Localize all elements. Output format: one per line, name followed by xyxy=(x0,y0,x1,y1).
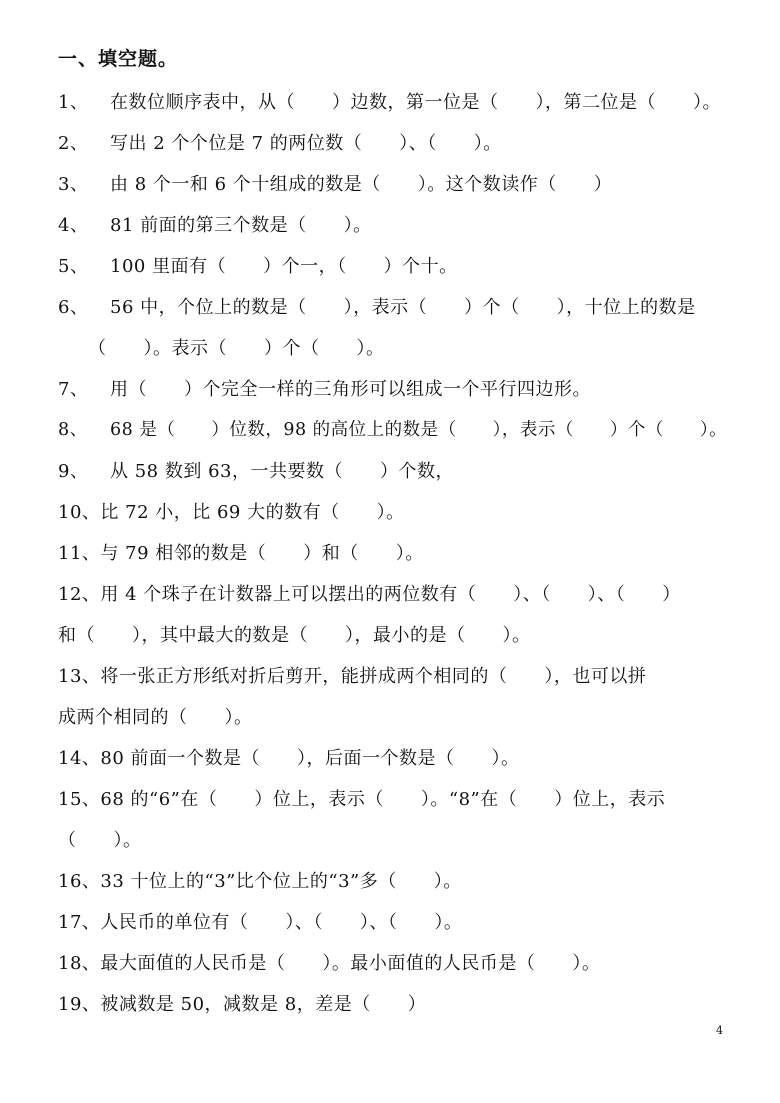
question-text: 用 4 个珠子在计数器上可以摆出的两位数有（ ）、（ ）、（ ） xyxy=(100,584,681,605)
question-number: 6、 xyxy=(58,297,89,318)
question-2 xyxy=(58,129,502,155)
question-8 xyxy=(58,416,727,441)
question-text: 最大面值的人民币是（ ）。最小面值的人民币是（ ）。 xyxy=(100,953,601,974)
question-number: 7、 xyxy=(58,379,89,400)
question-16 xyxy=(58,867,462,893)
question-19 xyxy=(58,990,426,1016)
question-text: 68 是（ ）位数，98 的高位上的数是（ ），表示（ ）个（ ）。 xyxy=(110,420,728,440)
question-text: 100 里面有（ ）个一，（ ）个十。 xyxy=(110,256,458,277)
question-number: 4、 xyxy=(58,215,89,236)
question-number: 8、 xyxy=(58,420,88,440)
question-text: 33 十位上的“3”比个位上的“3”多（ ）。 xyxy=(100,871,462,892)
question-number: 12、 xyxy=(58,584,101,605)
question-number: 2、 xyxy=(58,133,89,154)
question-12 xyxy=(58,580,681,606)
question-9 xyxy=(58,457,454,483)
question-13 xyxy=(58,662,646,688)
question-number: 16、 xyxy=(58,871,101,892)
question-number: 5、 xyxy=(58,256,89,277)
question-number: 18、 xyxy=(58,953,101,974)
question-text: 与 79 相邻的数是（ ）和（ ）。 xyxy=(100,543,424,564)
question-6 xyxy=(58,293,696,319)
question-17 xyxy=(58,908,462,934)
question-10 xyxy=(58,498,405,524)
question-1 xyxy=(58,88,721,114)
question-number: 9、 xyxy=(58,461,89,482)
question-number: 17、 xyxy=(58,912,101,933)
question-number: 10、 xyxy=(58,502,101,523)
question-number: 13、 xyxy=(58,666,101,687)
question-text: 由 8 个一和 6 个十组成的数是（ ）。这个数读作（ ） xyxy=(110,174,613,195)
question-text: 56 中，个位上的数是（ ），表示（ ）个（ ），十位上的数是 xyxy=(110,297,696,318)
question-number: 3、 xyxy=(58,174,89,195)
question-number: 19、 xyxy=(58,994,101,1015)
question-text: 将一张正方形纸对折后剪开，能拼成两个相同的（ ），也可以拼 xyxy=(100,666,647,687)
question-text: 在数位顺序表中，从（ ）边数，第一位是（ ），第二位是（ ）。 xyxy=(110,92,721,113)
question-15-continued: （ ）。 xyxy=(58,830,142,851)
question-15 xyxy=(58,785,665,811)
question-text: 81 前面的第三个数是（ ）。 xyxy=(110,215,372,236)
question-11 xyxy=(58,539,424,565)
question-text: 人民币的单位有（ ）、（ ）、（ ）。 xyxy=(100,912,463,933)
question-6-continued: （ ）。表示（ ）个（ ）。 xyxy=(88,338,385,359)
question-number: 15、 xyxy=(58,789,101,810)
question-text: 被减数是 50，减数是 8，差是（ ） xyxy=(100,994,427,1015)
question-text: 从 58 数到 63，一共要数（ ）个数， xyxy=(110,461,454,482)
question-number: 1、 xyxy=(58,92,89,113)
question-number: 14、 xyxy=(58,748,101,769)
question-number: 11、 xyxy=(58,543,101,564)
question-13-continued: 成两个相同的（ ）。 xyxy=(58,707,253,728)
question-7 xyxy=(58,375,591,401)
question-14 xyxy=(58,744,520,770)
question-text: 68 的“6”在（ ）位上，表示（ ）。“8”在（ ）位上，表示 xyxy=(100,789,666,810)
question-3 xyxy=(58,170,612,196)
page-number: 4 xyxy=(716,1024,723,1037)
question-text: 80 前面一个数是（ ），后面一个数是（ ）。 xyxy=(100,748,520,769)
question-12-continued: 和（ ），其中最大的数是（ ），最小的是（ ）。 xyxy=(58,625,531,646)
question-5 xyxy=(58,252,458,278)
question-text: 比 72 小，比 69 大的数有（ ）。 xyxy=(100,502,405,523)
question-4 xyxy=(58,211,372,237)
question-18 xyxy=(58,949,600,975)
question-text: 写出 2 个个位是 7 的两位数（ ）、（ ）。 xyxy=(110,133,502,154)
section-title: 一、填空题。 xyxy=(58,48,179,70)
question-text: 用（ ）个完全一样的三角形可以组成一个平行四边形。 xyxy=(110,379,591,400)
